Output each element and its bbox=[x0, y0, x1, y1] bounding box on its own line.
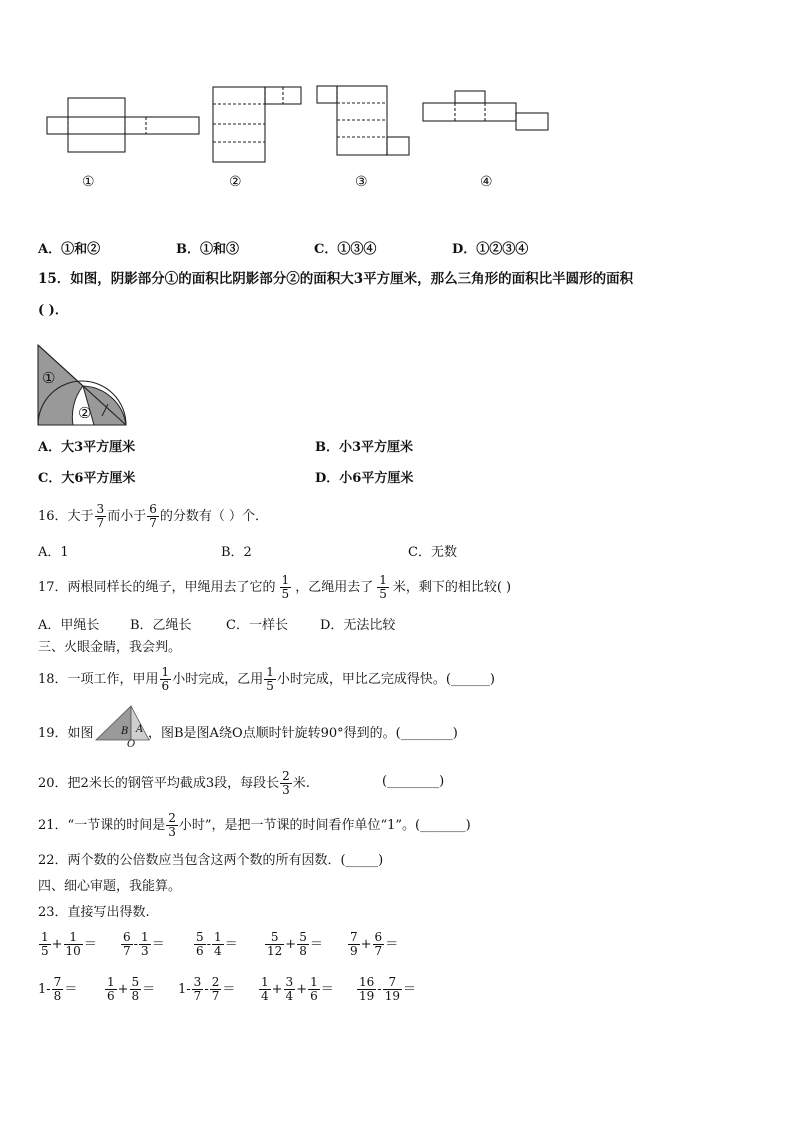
q20-answer-blank[interactable]: (________) bbox=[382, 774, 445, 789]
q15-option-a: A．大3平方厘米 bbox=[38, 440, 136, 455]
fraction: $\frac{1}{5}$ bbox=[41, 930, 49, 958]
fraction: $\frac{2}{7}$ bbox=[211, 975, 220, 1003]
fraction: $\frac{3}{7}$ bbox=[193, 975, 202, 1003]
fraction: $\frac{1}{10}$ bbox=[65, 930, 81, 958]
q19-label: 19．如图 bbox=[38, 726, 94, 741]
fraction: $\frac{1}{4}$ bbox=[261, 975, 269, 1003]
fraction: $\frac{6}{7}$ bbox=[123, 930, 131, 958]
q21-stem: 21．“一节课的时间是 $\frac{2}{3}$ 小时”，是把一节课的时间看作单位“1”。(_______) bbox=[38, 811, 471, 839]
q16-option-c: C．无数 bbox=[408, 545, 457, 560]
q16-option-a: A．1 bbox=[38, 545, 69, 560]
q15-option-c: C．大6平方厘米 bbox=[38, 471, 136, 486]
fraction: $\frac{1}{4}$ bbox=[214, 930, 222, 958]
section-4-heading: 四、细心审题，我能算。 bbox=[38, 879, 182, 894]
q17-stem: 17．两根同样长的绳子，甲绳用去了它的 $\frac{1}{5}$ ，乙绳用去了 $\frac{1}{5}$ 米，剩下的相比较( ) bbox=[38, 573, 512, 601]
q15-stem: 15．如图，阴影部分①的面积比阴影部分②的面积大3平方厘米，那么三角形的面积比半圆形的面积 bbox=[38, 271, 634, 287]
section-3-heading: 三、火眼金睛，我会判。 bbox=[38, 640, 182, 655]
calc-expression: $\frac{1}{5}$ + $\frac{1}{10}$ ＝ bbox=[41, 930, 97, 958]
fraction: $\frac{1}{6}$ bbox=[310, 975, 318, 1003]
q19-stem: ，图B是图A绕O点顺时针旋转90°得到的。(________) bbox=[148, 726, 458, 741]
fraction: $\frac{5}{8}$ bbox=[131, 975, 140, 1003]
q17-option-a: A．甲绳长 bbox=[38, 618, 100, 633]
q16-stem: 16．大于 $\frac{3}{7}$ 而小于 $\frac{6}{7}$ 的分数有（ ）个． bbox=[38, 502, 268, 530]
shaded-region-1-label: ① bbox=[42, 369, 56, 387]
q15-stem-blank: ( )． bbox=[38, 303, 68, 318]
calc-expression: $\frac{7}{9}$ + $\frac{6}{7}$ ＝ bbox=[350, 930, 399, 958]
calc-expression: 1- $\frac{7}{8}$ ＝ bbox=[38, 975, 78, 1003]
fraction: $\frac{7}{19}$ bbox=[384, 975, 400, 1003]
q14-option-a: A．①和② bbox=[38, 242, 101, 257]
fraction: $\frac{1}{3}$ bbox=[141, 930, 149, 958]
calc-expression: $\frac{1}{4}$ + $\frac{3}{4}$ + $\frac{1}{6}$ ＝ bbox=[261, 975, 334, 1003]
net-label-2: ② bbox=[229, 174, 242, 190]
q17-option-c: C．一样长 bbox=[226, 618, 288, 633]
q15-option-b: B．小3平方厘米 bbox=[315, 440, 414, 455]
calc-expression: 1- $\frac{3}{7}$ - $\frac{2}{7}$ ＝ bbox=[178, 975, 236, 1003]
q22-stem: 22．两个数的公倍数应当包含这两个数的所有因数．(_____) bbox=[38, 853, 384, 868]
q14-option-d: D．①②③④ bbox=[452, 242, 529, 257]
fraction: $\frac{3}{4}$ bbox=[285, 975, 294, 1003]
net-label-4: ④ bbox=[480, 174, 493, 190]
q14-option-c: C．①③④ bbox=[314, 242, 377, 257]
calc-expression: $\frac{5}{6}$ - $\frac{1}{4}$ ＝ bbox=[196, 930, 238, 958]
q23-stem: 23．直接写出得数. bbox=[38, 905, 150, 920]
figure-b-label: B bbox=[121, 726, 129, 737]
point-o-label: O bbox=[127, 739, 136, 750]
q16-option-b: B．2 bbox=[221, 545, 252, 560]
q20-stem: 20．把2米长的钢管平均截成3段，每段长 $\frac{2}{3}$ 米. bbox=[38, 769, 310, 797]
calc-expression: $\frac{16}{19}$ - $\frac{7}{19}$ ＝ bbox=[359, 975, 416, 1003]
calc-expression: $\frac{5}{12}$ + $\frac{5}{8}$ ＝ bbox=[267, 930, 323, 958]
q18-stem: 18．一项工作，甲用 $\frac{1}{6}$ 小时完成，乙用 $\frac{1}{5}$ 小时完成，甲比乙完成得快。(______) bbox=[38, 665, 495, 693]
net-label-1: ① bbox=[82, 174, 95, 190]
shaded-region-2-label: ② bbox=[78, 404, 92, 422]
q15-option-d: D．小6平方厘米 bbox=[315, 471, 414, 486]
calc-expression: $\frac{6}{7}$ - $\frac{1}{3}$ ＝ bbox=[123, 930, 165, 958]
figure-a-label: A bbox=[136, 724, 144, 735]
fraction: $\frac{1}{6}$ bbox=[107, 975, 115, 1003]
fraction: $\frac{7}{9}$ bbox=[350, 930, 358, 958]
fraction: $\frac{5}{12}$ bbox=[267, 930, 283, 958]
fraction: $\frac{7}{8}$ bbox=[53, 975, 62, 1003]
q14-option-b: B．①和③ bbox=[176, 242, 239, 257]
fraction: $\frac{5}{6}$ bbox=[196, 930, 204, 958]
calc-expression: $\frac{1}{6}$ + $\frac{5}{8}$ ＝ bbox=[107, 975, 156, 1003]
cube-nets-figure bbox=[0, 0, 794, 200]
q17-option-d: D．无法比较 bbox=[320, 618, 396, 633]
net-label-3: ③ bbox=[355, 174, 368, 190]
q17-option-b: B．乙绳长 bbox=[130, 618, 192, 633]
fraction: $\frac{6}{7}$ bbox=[374, 930, 383, 958]
fraction: $\frac{16}{19}$ bbox=[359, 975, 375, 1003]
fraction: $\frac{5}{8}$ bbox=[299, 930, 307, 958]
